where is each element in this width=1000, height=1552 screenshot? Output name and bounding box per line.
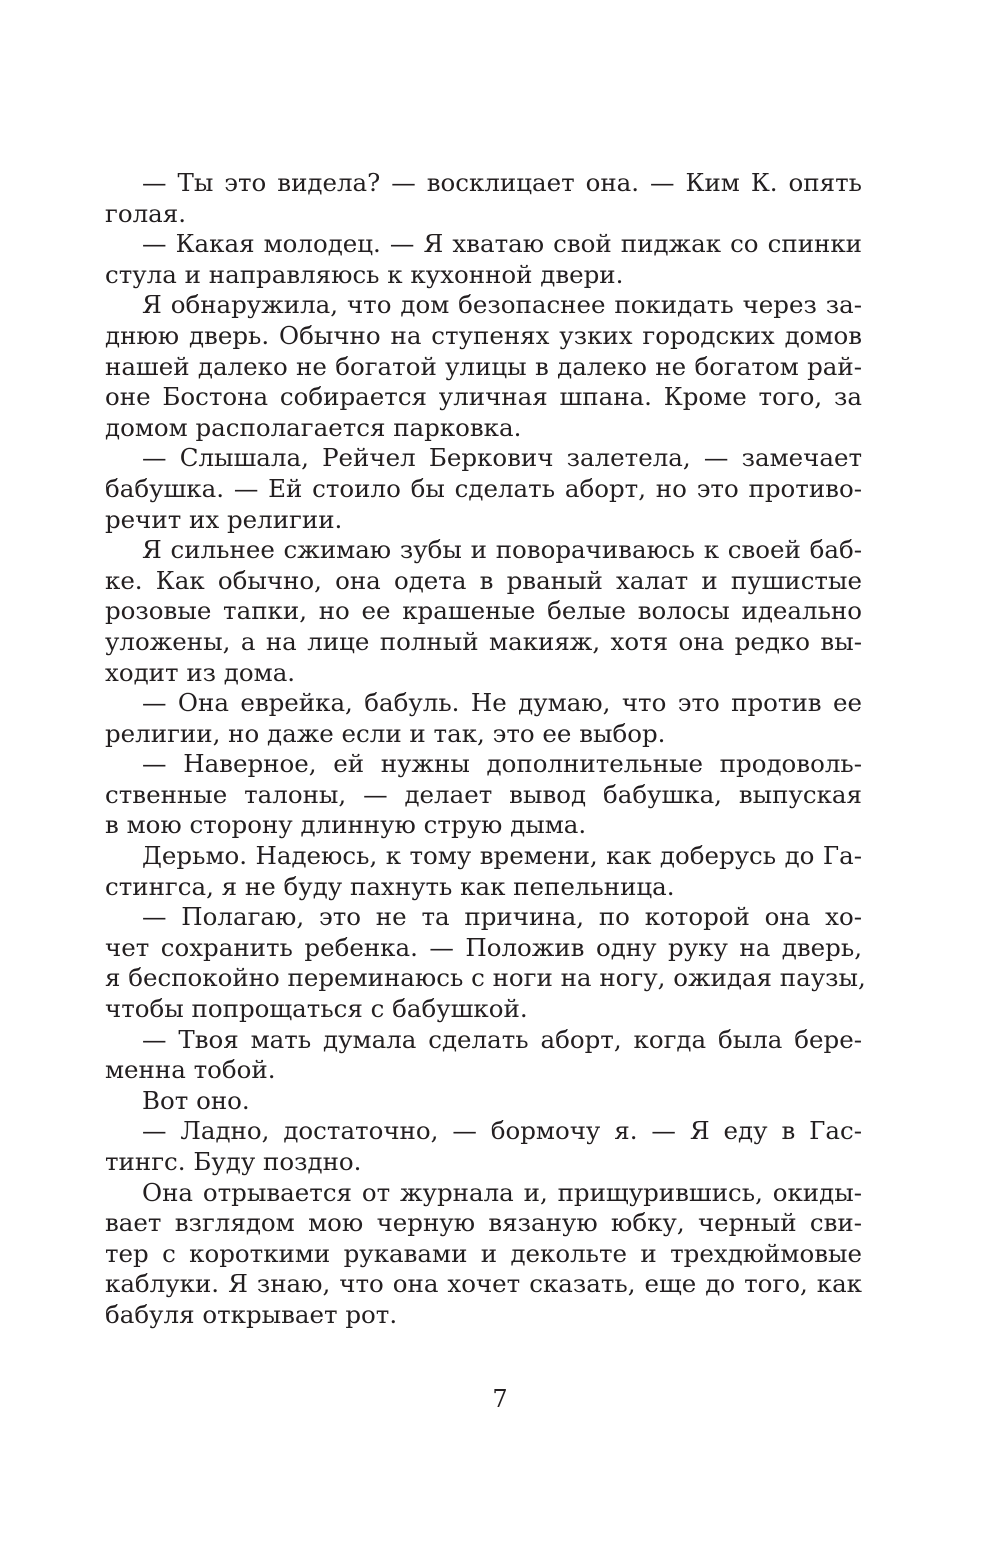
text-line: ственные талоны, — делает вывод бабушка, выпуская — [105, 779, 862, 809]
text-line: я беспокойно переминаюсь с ноги на ногу, ожидая паузы, — [105, 963, 866, 993]
text-line: вает взглядом мою черную вязаную юбку, черный сви- — [105, 1208, 862, 1238]
book-page-text — [105, 168, 866, 1331]
paragraph — [105, 290, 862, 443]
paragraph — [105, 841, 862, 902]
text-line: — Твоя мать думала сделать аборт, когда была бере- — [142, 1024, 862, 1054]
paragraph — [105, 688, 862, 749]
text-line: тингс. Буду поздно. — [105, 1147, 362, 1176]
paragraph — [105, 1025, 862, 1086]
text-line: розовые тапки, но ее крашеные белые волосы идеально — [105, 596, 862, 626]
text-line: — Полагаю, это не та причина, по которой она хо- — [142, 902, 862, 932]
text-line: Я сильнее сжимаю зубы и поворачиваюсь к своей баб- — [142, 535, 862, 565]
text-line: бабушка. — Ей стоило бы сделать аборт, но это противо- — [105, 473, 862, 503]
text-line: в мою сторону длинную струю дыма. — [105, 810, 587, 840]
text-line: — Она еврейка, бабуль. Не думаю, что это против ее — [142, 688, 862, 718]
text-line: ходит из дома. — [105, 657, 296, 687]
text-line: каблуки. Я знаю, что она хочет сказать, еще до того, как — [105, 1269, 862, 1299]
text-line: чет сохранить ребенка. — Положив одну руку на дверь, — [105, 932, 862, 962]
text-line: — Ладно, достаточно, — бормочу я. — Я еду в Гас- — [142, 1116, 862, 1146]
text-line: менна тобой. — [105, 1055, 276, 1085]
text-line: чтобы попрощаться с бабушкой. — [105, 994, 528, 1024]
paragraph — [105, 535, 862, 688]
text-line: — Какая молодец. — Я хватаю свой пиджак со спинки — [142, 229, 862, 259]
text-line: домом располагается парковка. — [105, 412, 522, 442]
text-line: Дерьмо. Надеюсь, к тому времени, как доберусь до Га- — [142, 841, 862, 871]
paragraph — [105, 168, 862, 229]
text-line: нашей далеко не богатой улицы в далеко не богатом рай- — [105, 351, 862, 381]
paragraph — [105, 443, 862, 535]
paragraph — [105, 1086, 862, 1117]
paragraph — [105, 229, 862, 290]
page-number: 7 — [492, 1385, 508, 1413]
text-line: бабуля открывает рот. — [105, 1299, 398, 1329]
paragraph — [105, 1178, 862, 1331]
text-line: голая. — [105, 198, 187, 228]
text-line: уложены, а на лице полный макияж, хотя она редко вы- — [105, 626, 862, 656]
paragraph — [105, 902, 866, 1024]
paragraph — [105, 1116, 862, 1177]
text-line: религии, но даже если и так, это ее выбор. — [105, 718, 666, 748]
text-line: тер с короткими рукавами и декольте и трехдюймовые — [105, 1238, 862, 1268]
text-line: речит их религии. — [105, 504, 343, 534]
text-line: ке. Как обычно, она одета в рваный халат и пушистые — [105, 565, 862, 595]
text-line: стула и направляюсь к кухонной двери. — [105, 259, 624, 289]
text-line: — Наверное, ей нужны дополнительные продоволь- — [142, 749, 862, 779]
text-line: — Ты это видела? — восклицает она. — Ким К. опять — [142, 168, 862, 197]
text-line: Она отрывается от журнала и, прищурившись, окиды- — [142, 1177, 862, 1207]
text-line: Вот оно. — [142, 1085, 250, 1115]
text-line: стингса, я не буду пахнуть как пепельница. — [105, 871, 675, 901]
text-line: оне Бостона собирается уличная шпана. Кроме того, за — [105, 382, 862, 412]
text-line: днюю дверь. Обычно на ступенях узких городских домов — [105, 320, 862, 350]
text-line: Я обнаружила, что дом безопаснее покидать через за- — [142, 290, 862, 320]
text-line: — Слышала, Рейчел Беркович залетела, — замечает — [142, 443, 862, 473]
paragraph — [105, 749, 862, 841]
